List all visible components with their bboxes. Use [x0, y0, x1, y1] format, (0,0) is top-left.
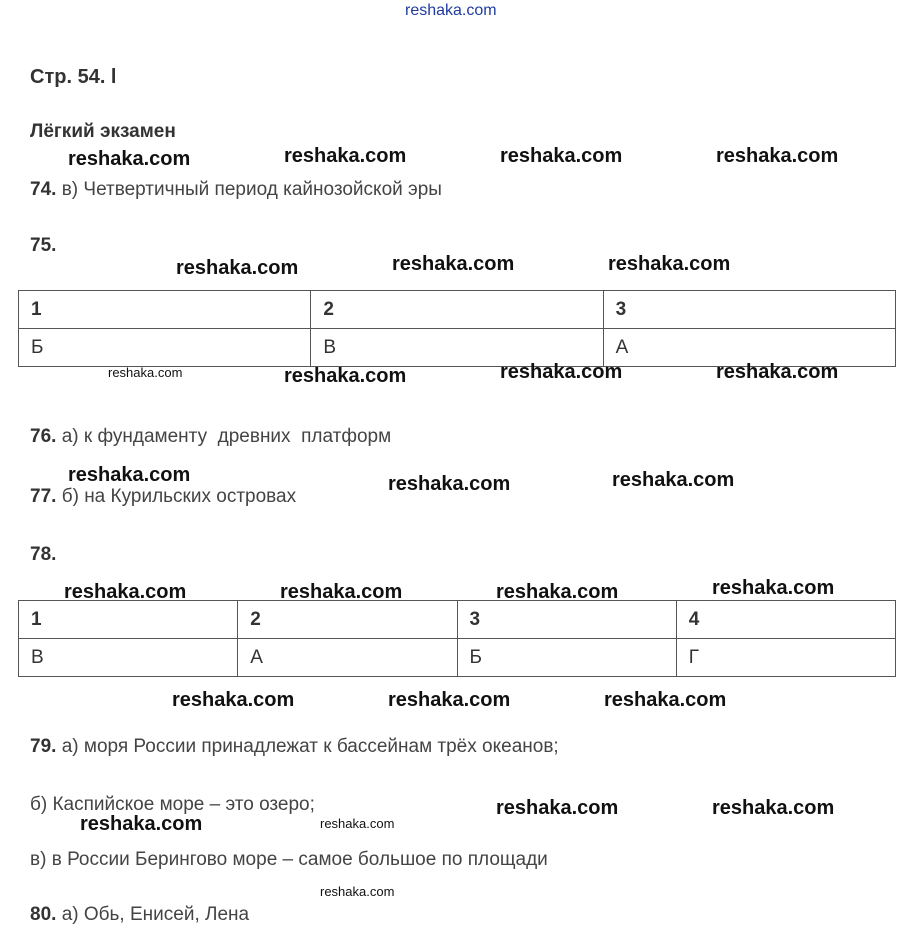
table-header-cell: 4 [676, 601, 895, 639]
watermark: reshaka.com [388, 689, 511, 711]
question-77-answer: б) на Курильских островах [61, 486, 297, 507]
watermark: reshaka.com [500, 361, 623, 383]
answer-table-75 [18, 290, 896, 367]
watermark: reshaka.com [612, 469, 735, 491]
watermark: reshaka.com [68, 148, 191, 170]
watermark: reshaka.com [496, 797, 619, 819]
question-74-answer: в) Четвертичный период кайнозойской эры [61, 179, 442, 200]
watermark: reshaka.com [172, 689, 295, 711]
question-79-answer-c: в) в России Берингово море – самое большое по площади [30, 849, 548, 870]
question-77 [30, 486, 296, 508]
site-watermark-link[interactable]: reshaka.com [405, 2, 497, 19]
question-79-number: 79. [30, 736, 57, 757]
question-78-number: 78. [30, 544, 57, 565]
watermark: reshaka.com [280, 581, 403, 603]
watermark: reshaka.com [320, 884, 395, 899]
section-title: Лёгкий экзамен [30, 121, 176, 142]
table-header-cell: 2 [238, 601, 457, 639]
watermark: reshaka.com [80, 813, 203, 835]
table-cell: В [19, 639, 238, 677]
watermark: reshaka.com [392, 253, 515, 275]
table-header-cell: 1 [19, 291, 311, 329]
watermark: reshaka.com [64, 581, 187, 603]
table-cell: В [311, 329, 603, 367]
table-header-cell: 3 [457, 601, 676, 639]
question-79-answer-b: б) Каспийское море – это озеро; [30, 794, 315, 815]
table-cell: А [238, 639, 457, 677]
watermark: reshaka.com [284, 365, 407, 387]
watermark: reshaka.com [284, 145, 407, 167]
question-74-number: 74. [30, 179, 57, 200]
watermark: reshaka.com [320, 816, 395, 831]
question-75-number: 75. [30, 235, 57, 256]
watermark: reshaka.com [68, 464, 191, 486]
watermark: reshaka.com [712, 797, 835, 819]
table-header-row [19, 601, 896, 639]
table-header-cell: 3 [603, 291, 895, 329]
table-cell: А [603, 329, 895, 367]
table-header-cell: 2 [311, 291, 603, 329]
question-76-number: 76. [30, 426, 57, 447]
watermark: reshaka.com [604, 689, 727, 711]
watermark: reshaka.com [176, 257, 299, 279]
table-header-row [19, 291, 896, 329]
question-79 [30, 736, 559, 758]
table-header-cell: 1 [19, 601, 238, 639]
question-76 [30, 426, 391, 448]
table-cell: Б [19, 329, 311, 367]
question-75 [30, 235, 56, 257]
table-cell: Г [676, 639, 895, 677]
watermark: reshaka.com [108, 365, 183, 380]
watermark: reshaka.com [716, 361, 839, 383]
watermark: reshaka.com [496, 581, 619, 603]
question-74 [30, 179, 442, 201]
question-77-number: 77. [30, 486, 57, 507]
question-80-answer: а) Обь, Енисей, Лена [61, 904, 250, 925]
question-80 [30, 904, 249, 926]
table-row [19, 639, 896, 677]
watermark: reshaka.com [388, 473, 511, 495]
question-79-answer-a: а) моря России принадлежат к бассейнам трёх океанов; [61, 736, 559, 757]
question-78 [30, 544, 56, 566]
answer-table-78 [18, 600, 896, 677]
watermark: reshaka.com [500, 145, 623, 167]
watermark: reshaka.com [608, 253, 731, 275]
question-76-answer: а) к фундаменту древних платформ [61, 426, 392, 447]
watermark: reshaka.com [716, 145, 839, 167]
question-80-number: 80. [30, 904, 57, 925]
table-cell: Б [457, 639, 676, 677]
watermark: reshaka.com [712, 577, 835, 599]
page-title: Стр. 54. l [30, 66, 117, 88]
